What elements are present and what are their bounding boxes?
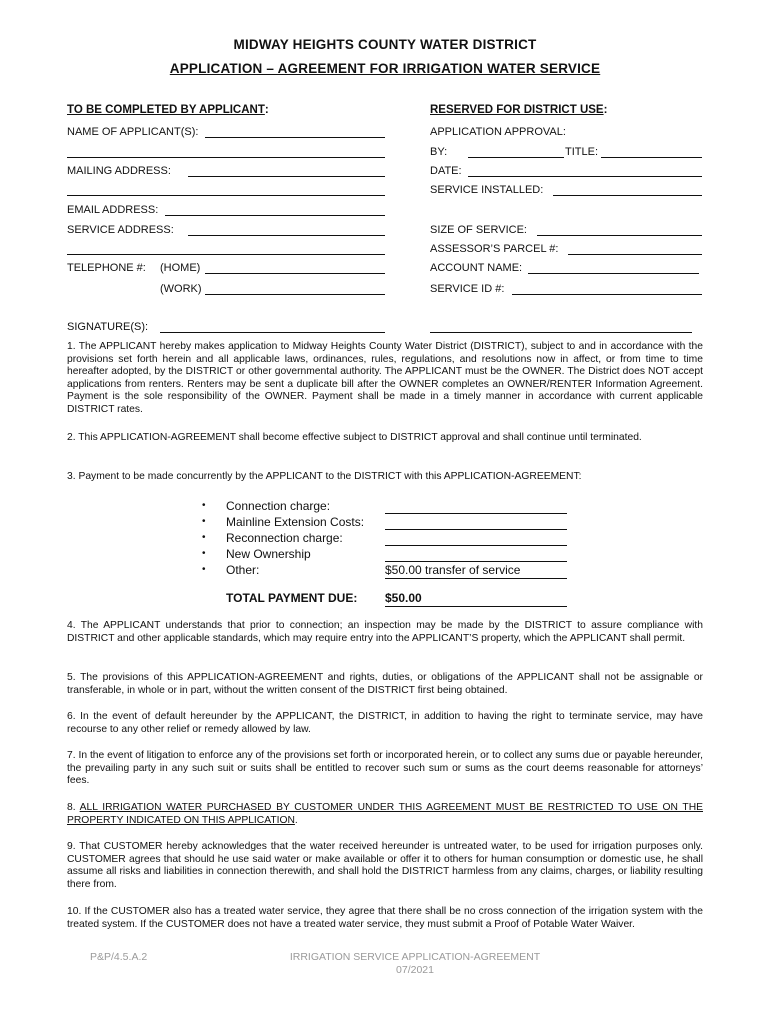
parcel-field[interactable] — [568, 254, 702, 255]
charge-row — [202, 531, 582, 547]
applicant-name-field[interactable] — [205, 137, 385, 138]
charge-row — [202, 547, 582, 563]
paragraph-10: 10. If the CUSTOMER also has a treated water service, they agree that there shall be no cross connection of the irrigation system with the treated system. If the CUSTOMER does not have a treated water service, they must submit a Proof of Potable Water Waiver. — [67, 906, 703, 930]
connection-charge-field[interactable] — [385, 513, 567, 514]
service-installed-field[interactable] — [553, 195, 702, 196]
paragraph-6: 6. In the event of default hereunder by the APPLICANT, the DISTRICT, in addition to having the right to terminate service, may have recourse to any other relief or remedy allowed by law. — [67, 711, 703, 735]
account-name-field[interactable] — [528, 273, 699, 274]
telephone-label: TELEPHONE #: — [67, 262, 146, 274]
service-id-label: SERVICE ID #: — [430, 283, 505, 295]
bullet: • — [202, 564, 206, 575]
new-ownership-field[interactable] — [385, 561, 567, 562]
charge-label: Connection charge: — [226, 499, 331, 513]
paragraph-4: 4. The APPLICANT understands that prior to connection; an inspection may be made by the DISTRICT to assure compliance with DISTRICT and other applicable standards, which may require entry into the APPLICANT’S property, which the APPLICANT shall permit. — [67, 620, 703, 644]
mailing-address-field-2[interactable] — [67, 195, 385, 196]
paragraph-8 — [67, 802, 703, 827]
reconnection-charge-field[interactable] — [385, 545, 567, 546]
paragraph-3: 3. Payment to be made concurrently by the APPLICANT to the DISTRICT with this APPLICATION-AGREEMENT: — [67, 471, 582, 482]
other-charge-field[interactable]: $50.00 transfer of service — [385, 563, 567, 579]
service-address-label: SERVICE ADDRESS: — [67, 224, 174, 236]
mainline-extension-field[interactable] — [385, 529, 567, 530]
mailing-address-label: MAILING ADDRESS: — [67, 165, 171, 177]
footer-code: P&P/4.5.A.2 — [90, 951, 148, 963]
size-of-service-field[interactable] — [537, 235, 702, 236]
applicant-name-field-2[interactable] — [67, 157, 385, 158]
footer-date: 07/2021 — [396, 964, 434, 976]
service-address-field[interactable] — [188, 235, 385, 236]
title-label: TITLE: — [565, 146, 599, 158]
parcel-label: ASSESSOR’S PARCEL #: — [430, 243, 559, 255]
paragraph-1: 1. The APPLICANT hereby makes application to Midway Heights County Water District (DISTRICT), subject to and in accordance with the provisions set forth herein and all applicable laws, ordinances, rules, regulations, and resolutions now in affect, or from time to time hereafter adopted, by the DISTRICT or other governmental authority. The APPLICANT must be the OWNER. The District does NOT accept applications from renters. Renters may be sent a duplicate bill after the OWNER completes an OWNER/RENTER Information Agreement. Payment is the sole responsibility of the OWNER. Payment shall be made in a timely manner in accordance with current applicable DISTRICT rates. — [67, 341, 703, 415]
charge-label: New Ownership — [226, 547, 311, 561]
district-heading-colon: : — [603, 104, 608, 116]
date-label: DATE: — [430, 165, 462, 177]
charge-label: Reconnection charge: — [226, 531, 343, 545]
approval-label: APPLICATION APPROVAL: — [430, 126, 566, 138]
paragraph-9: 9. That CUSTOMER hereby acknowledges that the water received hereunder is untreated water, to be used for irrigation purposes only. CUSTOMER agrees that should he use said water or make available or offer it to others for human consumption or domestic use, he shall assume all risks and liabilities in connection therewith, and shall hold the DISTRICT harmless from any claims, charges, or liability resulting there from. — [67, 841, 703, 890]
applicant-heading-colon: : — [264, 104, 269, 116]
account-name-label: ACCOUNT NAME: — [430, 262, 523, 274]
paragraph-7: 7. In the event of litigation to enforce any of the provisions set forth or incorporated herein, or to collect any sums due or payable hereunder, the prevailing party in any such suit or suits shall be entitled to recover such sum or sums as the court deems reasonable for attorneys’ fees. — [67, 750, 703, 787]
total-payment-field[interactable]: $50.00 — [385, 591, 567, 607]
charge-row — [202, 499, 582, 515]
service-id-field[interactable] — [512, 294, 702, 295]
signature-label: SIGNATURE(S): — [67, 321, 149, 333]
email-address-field[interactable] — [165, 215, 385, 216]
size-of-service-label: SIZE OF SERVICE: — [430, 224, 527, 236]
by-label: BY: — [430, 146, 448, 158]
mailing-address-field[interactable] — [188, 176, 385, 177]
charge-label: Other: — [226, 563, 260, 577]
total-payment-label: TOTAL PAYMENT DUE: — [226, 591, 358, 605]
applicant-heading — [67, 104, 269, 116]
paragraph-5: 5. The provisions of this APPLICATION-AGREEMENT and rights, duties, or obligations of the APPLICANT shall not be assignable or transferable, in whole or in part, without the written consent of the DISTRICT first being obtained. — [67, 672, 703, 696]
district-heading-text: RESERVED FOR DISTRICT USE — [430, 104, 604, 116]
signature-field-2[interactable] — [430, 332, 692, 333]
work-phone-field[interactable] — [205, 294, 385, 295]
org-title: MIDWAY HEIGHTS COUNTY WATER DISTRICT — [233, 37, 537, 52]
work-phone-label: (WORK) — [160, 283, 202, 295]
bullet: • — [202, 532, 206, 543]
email-address-label: EMAIL ADDRESS: — [67, 204, 159, 216]
bullet: • — [202, 500, 206, 511]
date-field[interactable] — [468, 176, 702, 177]
form-title: APPLICATION – AGREEMENT FOR IRRIGATION WATER SERVICE — [169, 61, 601, 76]
paragraph-8-text: ALL IRRIGATION WATER PURCHASED BY CUSTOMER UNDER THIS AGREEMENT MUST BE RESTRICTED TO USE ON THE PROPERTY INDICATED ON THIS APPLICATION — [67, 802, 703, 826]
charge-row — [202, 563, 582, 579]
home-phone-field[interactable] — [205, 273, 385, 274]
applicant-name-label: NAME OF APPLICANT(S): — [67, 126, 199, 138]
paragraph-8-number: 8. — [67, 802, 80, 813]
paragraph-2: 2. This APPLICATION-AGREEMENT shall become effective subject to DISTRICT approval and shall continue until terminated. — [67, 432, 642, 443]
service-address-field-2[interactable] — [67, 254, 385, 255]
charges-list — [202, 499, 582, 579]
district-heading — [430, 104, 607, 116]
signature-field[interactable] — [160, 332, 385, 333]
charge-label: Mainline Extension Costs: — [226, 515, 365, 529]
footer-doc-title: IRRIGATION SERVICE APPLICATION-AGREEMENT — [289, 951, 541, 963]
bullet: • — [202, 548, 206, 559]
page-title — [0, 61, 770, 76]
service-installed-label: SERVICE INSTALLED: — [430, 184, 544, 196]
applicant-heading-text: TO BE COMPLETED BY APPLICANT — [67, 104, 265, 116]
by-field[interactable] — [468, 157, 564, 158]
home-phone-label: (HOME) — [160, 262, 201, 274]
bullet: • — [202, 516, 206, 527]
paragraph-8-period: . — [294, 814, 298, 826]
title-field[interactable] — [601, 157, 702, 158]
charge-row — [202, 515, 582, 531]
